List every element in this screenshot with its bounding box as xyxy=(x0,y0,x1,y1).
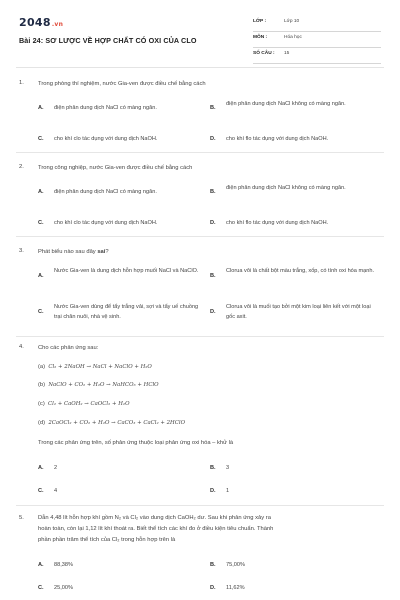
site-logo[interactable]: 2048.vn xyxy=(19,16,64,29)
meta-value: 15 xyxy=(284,51,290,56)
reaction-c: (c) Cl₂ + CaOH₂ → CaOCl₂ + H₂O xyxy=(38,401,130,407)
meta-row-grade xyxy=(253,16,381,32)
question-text-line: Dẫn 4,48 lít hỗn hợp khí gồm N₂ và Cl₂ vào dung dịch CaOH₂ dư. Sau khi phản ứng xảy ra xyxy=(38,515,271,521)
meta-row-count xyxy=(253,48,381,64)
question-text: Trong phòng thí nghiệm, nước Gia-ven được điều chế bằng cách xyxy=(38,81,206,87)
question-text: Cho các phản ứng sau: xyxy=(38,345,99,351)
meta-key: SỐ CÂU : xyxy=(253,51,275,56)
reaction-a: (a) Cl₂ + 2NaOH → NaCl + NaClO + H₂O xyxy=(38,364,152,370)
question-number: 1. xyxy=(19,80,24,86)
reaction-b: (b) NaClO + CO₂ + H₂O → NaHCO₃ + HClO xyxy=(38,382,159,388)
document-title: Bài 24: SƠ LƯỢC VỀ HỢP CHẤT CÓ OXI CỦA CLO xyxy=(19,36,197,45)
reaction-d: (d) 2CaOCl₂ + CO₂ + H₂O → CaCO₃ + CaCl₂ + 2HClO xyxy=(38,420,186,426)
question-number: 2. xyxy=(19,164,24,170)
question-number: 5. xyxy=(19,515,24,521)
question-text: Trong công nghiệp, nước Gia-ven được điều chế bằng cách xyxy=(38,165,193,171)
meta-panel xyxy=(253,16,381,64)
header-divider xyxy=(16,67,384,68)
question-text: Phát biểu nào sau đây sai? xyxy=(38,249,109,255)
question-divider xyxy=(16,336,384,337)
meta-key: MÔN : xyxy=(253,35,268,40)
question-followup: Trong các phản ứng trên, số phản ứng thuộc loại phản ứng oxi hóa – khử là xyxy=(38,440,234,446)
question-divider xyxy=(16,152,384,153)
worksheet-page: 2048.vn Bài 24: SƠ LƯỢC VỀ HỢP CHẤT CÓ OXI CỦA CLO LỚP : Lớp 10 MÔN : Hóa học SỐ CÂU : 15 1. Trong phòng thí nghiệm, nước Gia-ven được điều chế bằng cách A. điện phân dung dịch NaCl có màng ngăn. B. điện phân dung dịch NaCl không có màng ngăn. C. cho khí clo tác dụng với dung dịch NaOH. D. cho khí flo tác dụng với dung dịch NaOH. 2. Trong công nghiệp, nước Gia-ven được điều chế bằng cách A. điện phân dung dịch NaCl có màng ngăn. B. điện phân dung dịch NaCl không có màng ngăn. C. cho khí clo tác dụng với dung dịch NaOH. D. cho khí flo tác dụng với dung dịch NaOH. 3. Phát biểu nào sau đây sai? A. Nước Gia-ven là dung dịch hỗn hợp muối NaCl và NaClO. B. Clorua vôi là chất bột màu trắng, xốp, có tính oxi hóa mạnh. C. Nước Gia-ven dùng để tẩy trắng vải, sợi và tẩy uế chuồng trại chăn nuôi, nhà vệ sinh. D. Clorua vôi là muối tạo bởi một kim loại liên kết với một loại gốc axit. 4. Cho các phản ứng sau: (a) Cl₂ + 2NaOH → NaCl + NaClO + H₂O (b) NaClO + CO₂ + H₂O → NaHCO₃ + HClO (c) Cl₂ + CaOH₂ → CaOCl₂ + H₂O (d) 2CaOCl₂ + CO₂ + H₂O → CaCO₃ + CaCl₂ + 2HClO Trong các phản ứng trên, số phản ứng thuộc loại phản ứng oxi hóa – khử là A. 2 B. 3 C. 4 D. 1 5. Dẫn 4,48 lít hỗn hợp khí gồm N₂ và Cl₂ vào dung dịch CaOH₂ dư. Sau khi phản ứng xảy ra hoàn toàn, còn lại 1,12 lít khí thoát ra. Biết thể tích các khí đo ở điều kiện tiêu chuẩn. Thành phần phần trăm thể tích của Cl₂ trong hỗn hợp trên là A. 88,38% B. 75,00% C. 25,00% D. 11,62% xyxy=(0,0,400,600)
question-divider xyxy=(16,236,384,237)
question-divider xyxy=(16,505,384,506)
question-text-line: hoàn toàn, còn lại 1,12 lít khí thoát ra. Biết thể tích các khí đo ở điều kiện tiêu chuẩn. Thành xyxy=(38,526,274,532)
meta-value: Lớp 10 xyxy=(284,19,300,24)
page-header xyxy=(0,0,400,66)
meta-key: LỚP : xyxy=(253,19,267,24)
meta-value: Hóa học xyxy=(284,35,302,40)
question-number: 3. xyxy=(19,248,24,254)
question-number: 4. xyxy=(19,344,24,350)
question-text-line: phần phần trăm thể tích của Cl₂ trong hỗn hợp trên là xyxy=(38,537,176,543)
meta-row-subject xyxy=(253,32,381,48)
